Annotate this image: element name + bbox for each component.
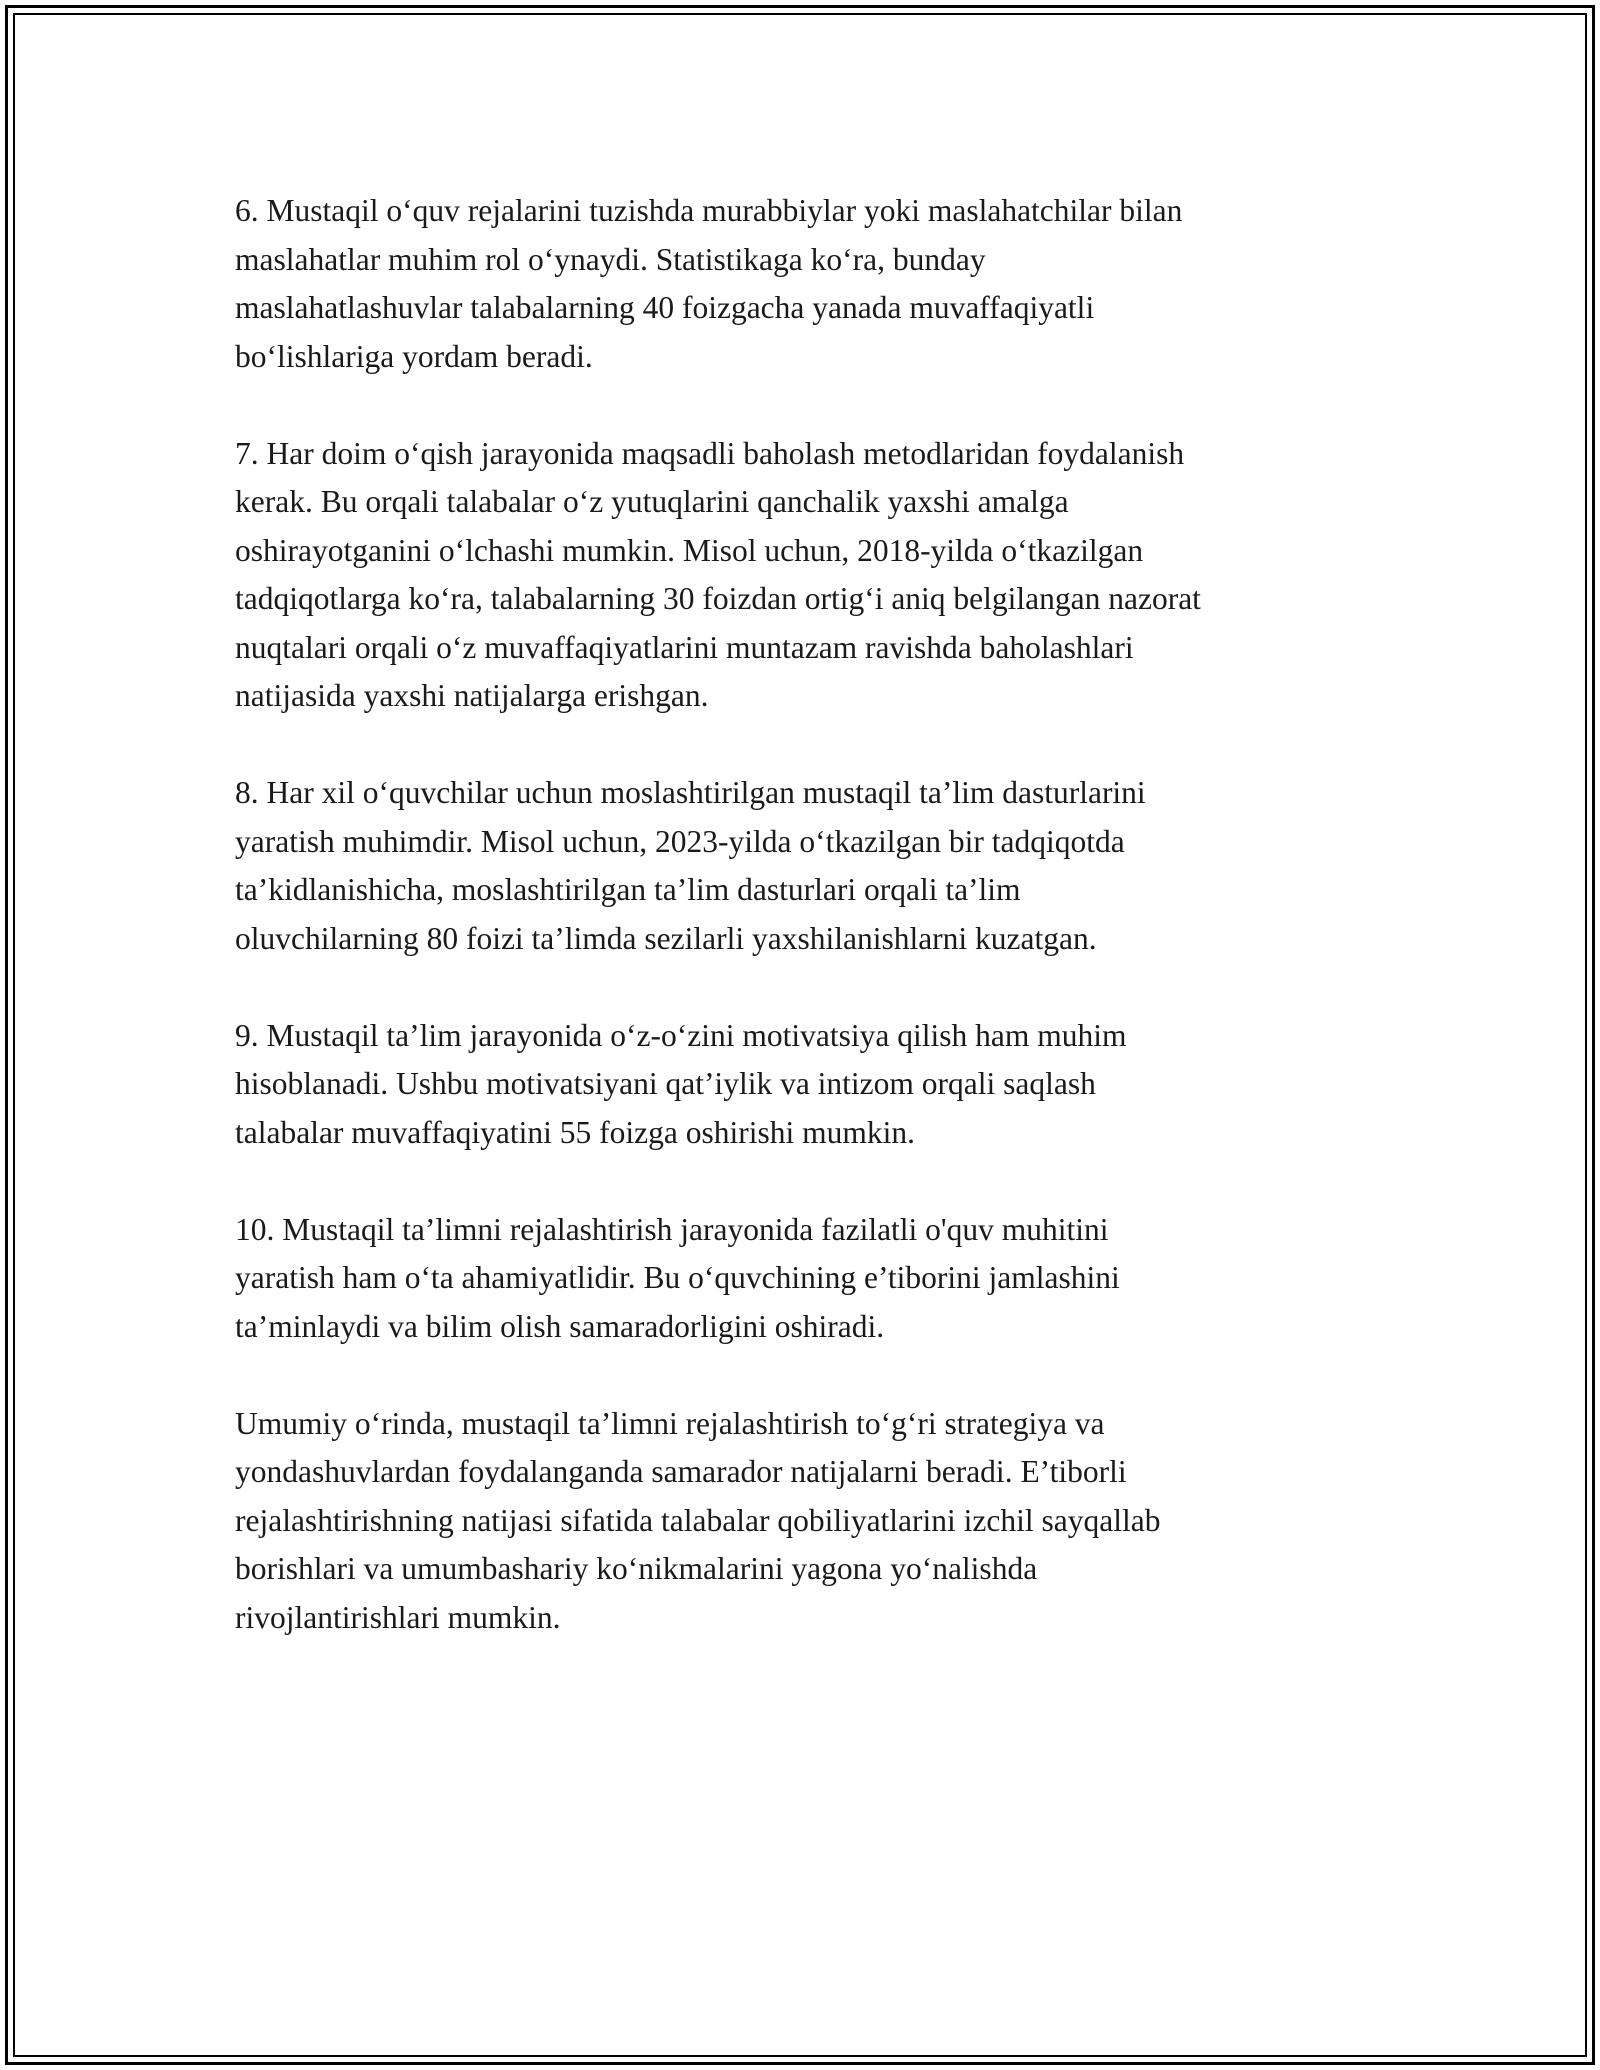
paragraph-9 (235, 1012, 1385, 1158)
text-line: rejalashtirishning natijasi sifatida talabalar qobiliyatlarini izchil sayqallab (235, 1502, 1161, 1538)
text-line: maslahatlar muhim rol o‘ynaydi. Statistikaga ko‘ra, bunday (235, 241, 986, 277)
text-line: borishlari va umumbashariy ko‘nikmalarini yagona yo‘nalishda (235, 1551, 1038, 1586)
text-line: yondashuvlardan foydalanganda samarador natijalarni beradi. E’tiborli (235, 1454, 1127, 1489)
text-line: oluvchilarning 80 foizi ta’limda sezilarli yaxshilanishlarni kuzatgan. (235, 920, 1097, 956)
paragraph-conclusion (235, 1400, 1385, 1643)
paragraph-6 (235, 187, 1385, 381)
paragraph-8 (235, 769, 1385, 963)
text-line: Umumiy o‘rinda, mustaqil ta’limni rejalashtirish to‘g‘ri strategiya va (235, 1405, 1105, 1441)
text-line: oshirayotganini o‘lchashi mumkin. Misol uchun, 2018-yilda o‘tkazilgan (235, 532, 1144, 568)
text-line: 10. Mustaqil ta’limni rejalashtirish jarayonida fazilatli o'quv muhitini (235, 1211, 1109, 1247)
text-line: nuqtalari orqali o‘z muvaffaqiyatlarini muntazam ravishda baholashlari (235, 629, 1134, 665)
text-line: natijasida yaxshi natijalarga erishgan. (235, 678, 709, 713)
text-line: kerak. Bu orqali talabalar o‘z yutuqlarini qanchalik yaxshi amalga (235, 484, 1069, 519)
text-line: 6. Mustaqil o‘quv rejalarini tuzishda murabbiylar yoki maslahatchilar bilan (235, 193, 1183, 228)
text-line: tadqiqotlarga ko‘ra, talabalarning 30 foizdan ortig‘i aniq belgilangan nazorat (235, 581, 1201, 616)
text-line: rivojlantirishlari mumkin. (235, 1599, 561, 1635)
paragraph-7 (235, 430, 1385, 721)
text-line: maslahatlashuvlar talabalarning 40 foizgacha yanada muvaffaqiyatli (235, 290, 1095, 325)
text-line: 9. Mustaqil ta’lim jarayonida o‘z-o‘zini motivatsiya qilish ham muhim (235, 1017, 1127, 1053)
paragraph-10 (235, 1206, 1385, 1352)
text-line: bo‘lishlariga yordam beradi. (235, 338, 593, 374)
text-line: hisoblanadi. Ushbu motivatsiyani qat’iylik va intizom orqali saqlash (235, 1066, 1096, 1101)
text-line: 8. Har xil o‘quvchilar uchun moslashtirilgan mustaqil ta’lim dasturlarini (235, 775, 1146, 810)
text-line: ta’kidlanishicha, moslashtirilgan ta’lim dasturlari orqali ta’lim (235, 872, 1021, 907)
document-body (235, 187, 1385, 1691)
text-line: ta’minlaydi va bilim olish samaradorligini oshiradi. (235, 1308, 885, 1344)
text-line: talabalar muvaffaqiyatini 55 foizga oshirishi mumkin. (235, 1114, 916, 1150)
text-line: 7. Har doim o‘qish jarayonida maqsadli baholash metodlaridan foydalanish (235, 435, 1185, 471)
text-line: yaratish muhimdir. Misol uchun, 2023-yilda o‘tkazilgan bir tadqiqotda (235, 823, 1125, 859)
text-line: yaratish ham o‘ta ahamiyatlidir. Bu o‘quvchining e’tiborini jamlashini (235, 1260, 1120, 1295)
